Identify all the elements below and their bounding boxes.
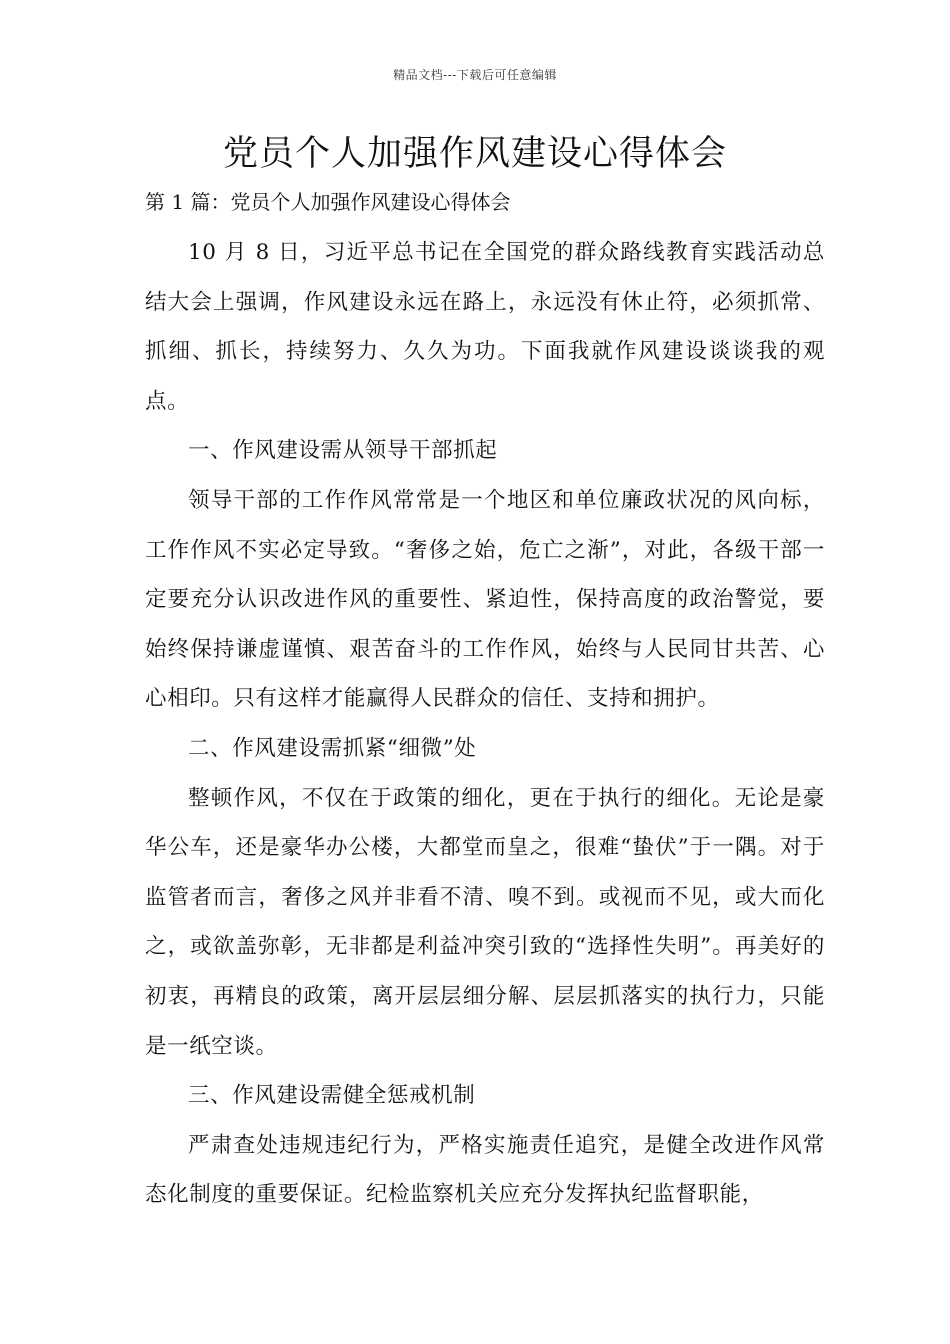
paragraph-section-1: 领导干部的工作作风常常是一个地区和单位廉政状况的风向标，工作作风不实必定导致。“奢侈之始，危亡之渐”，对此，各级干部一定要充分认识改进作风的重要性、紧迫性，保持高度的政治警觉，要始终保持谦虚谨慎、艰苦奋斗的工作作风，始终与人民同甘共苦、心心相印。只有这样才能赢得人民群众的信任、支持和拥护。: [145, 487, 825, 712]
document-body: [145, 228, 825, 1220]
paragraph-intro: 10 月 8 日，习近平总书记在全国党的群众路线教育实践活动总结大会上强调，作风建设永远在路上，永远没有休止符，必须抓常、抓细、抓长，持续努力、久久为功。下面我就作风建设谈谈我的观点。: [145, 240, 825, 414]
header-note: 精品文档---下载后可任意编辑: [393, 68, 557, 82]
paragraph-section-2: 整顿作风，不仅在于政策的细化，更在于执行的细化。无论是豪华公车，还是豪华办公楼，大都堂而皇之，很难“蛰伏”于一隅。对于监管者而言，奢侈之风并非看不清、嗅不到。或视而不见，或大而化之，或欲盖弥彰，无非都是利益冲突引致的“选择性失明”。再美好的初衷，再精良的政策，离开层层细分解、层层抓落实的执行力，只能是一纸空谈。: [145, 785, 825, 1059]
section-heading-2: 二、作风建设需抓紧“细微”处: [188, 735, 477, 761]
section-heading-3: 三、作风建设需健全惩戒机制: [188, 1083, 476, 1109]
section-heading-1: 一、作风建设需从领导干部抓起: [188, 438, 498, 464]
section-subtitle: 第 1 篇：党员个人加强作风建设心得体会: [145, 190, 511, 214]
paragraph-section-3: 严肃查处违规违纪行为，严格实施责任追究，是健全改进作风常态化制度的重要保证。纪检监察机关应充分发挥执纪监督职能，: [145, 1132, 825, 1208]
document-title: 党员个人加强作风建设心得体会: [222, 134, 727, 174]
